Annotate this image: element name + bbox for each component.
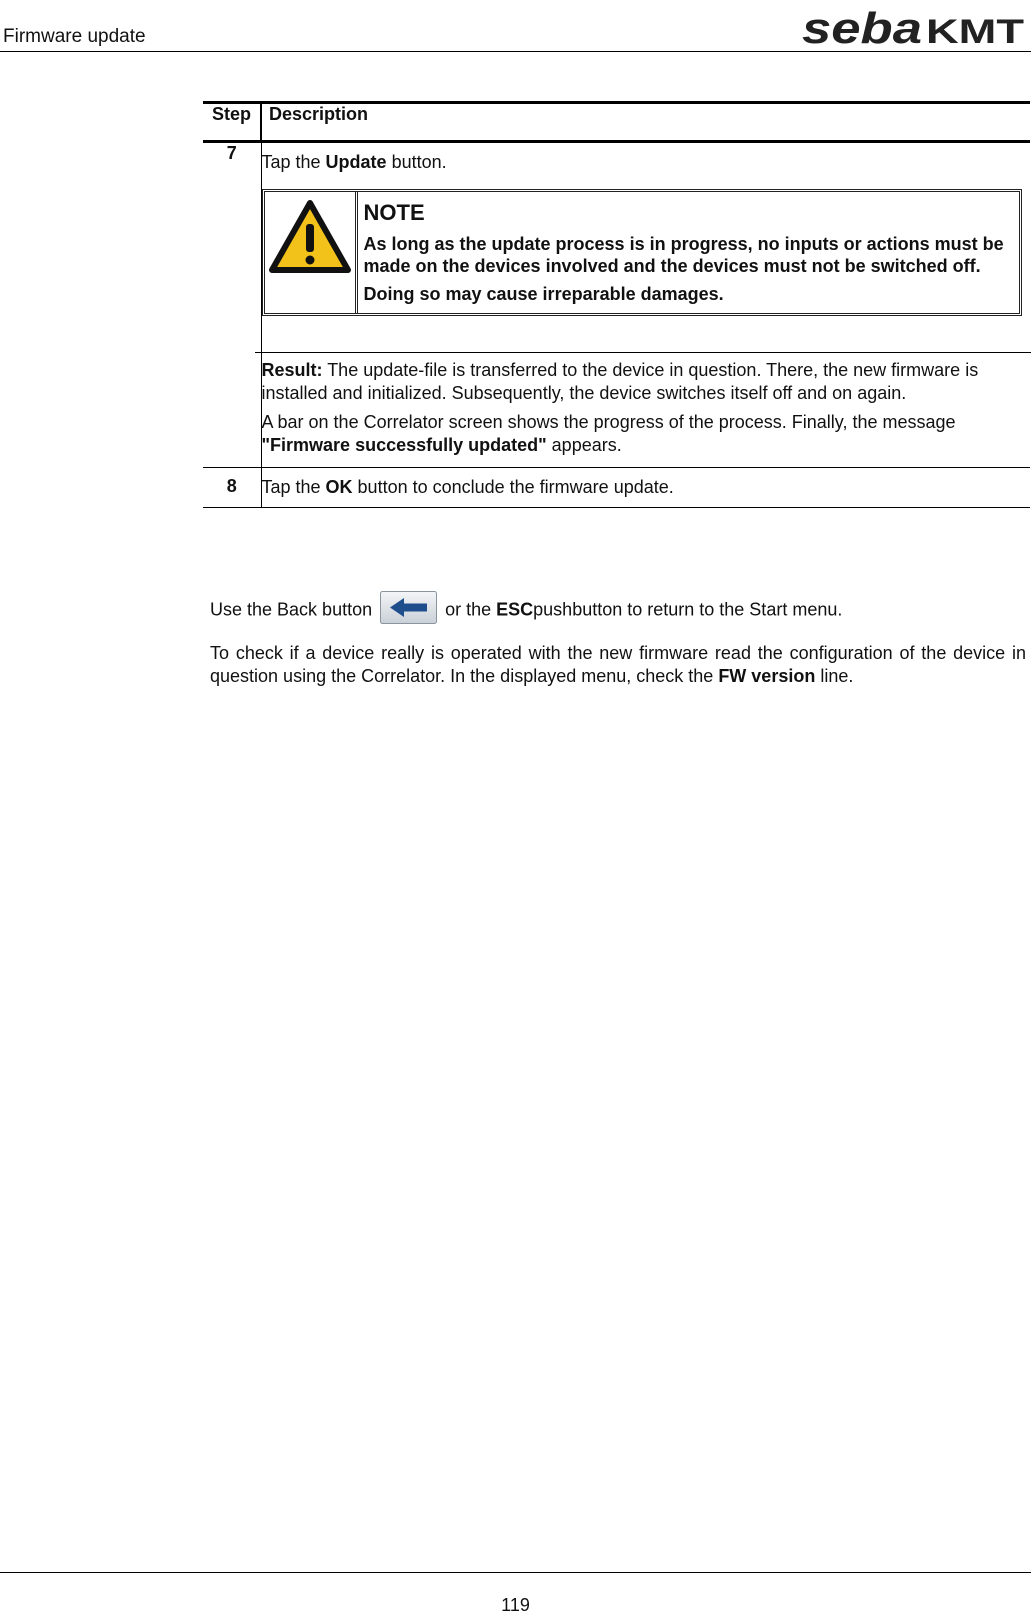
ok-button-label: OK — [325, 477, 353, 497]
back-button-paragraph: Use the Back button or the ESCpushbutton to return to the Start menu. — [210, 597, 1026, 624]
result-block — [255, 352, 1031, 457]
esc-label: ESC — [496, 599, 534, 620]
result-text: Result: The update-file is transferred to the device in question. There, the new firmware is installed and initialized. Subsequently, the device switches itself off and on again. — [261, 360, 979, 403]
success-message: "Firmware successfully updated" — [261, 435, 547, 455]
fw-version-label: FW version — [718, 666, 816, 686]
sebakmt-logo — [802, 10, 1026, 50]
step-instruction: Tap the Update button. — [261, 152, 447, 172]
svg-text:KMT: KMT — [926, 13, 1025, 50]
steps-table — [203, 101, 1030, 508]
note-title: NOTE — [363, 200, 425, 225]
warning-triangle-icon — [269, 200, 351, 274]
page-number: 119 — [501, 1595, 530, 1615]
spacer — [262, 316, 1031, 352]
header-rule — [0, 51, 1031, 52]
header-title: Firmware update — [3, 26, 146, 47]
check-paragraph: To check if a device really is operated with the new firmware read the configuration of the device in question using the Correlator. In the displayed menu, check the FW version line. — [210, 643, 1026, 686]
step-number: 7 — [203, 142, 261, 468]
update-button-label: Update — [325, 152, 387, 172]
column-header-step: Step — [203, 103, 261, 142]
note-warning-text: As long as the update process is in progress, no inputs or actions must be made on the devices involved and the devices must not be switched off. — [363, 234, 1004, 276]
note-body — [358, 192, 1020, 313]
note-box — [262, 189, 1023, 316]
table-row-step-7 — [203, 142, 1030, 468]
note-icon-cell — [265, 192, 358, 313]
footer-rule — [0, 1572, 1031, 1573]
back-arrow-icon — [380, 591, 437, 624]
step-description — [261, 142, 1030, 468]
column-header-description: Description — [261, 103, 1030, 142]
step-number: 8 — [203, 468, 261, 508]
progress-text: A bar on the Correlator screen shows the progress of the process. Finally, the message "Firmware successfully updated" appears. — [261, 412, 956, 455]
step-description: Tap the OK button to conclude the firmware update. — [261, 468, 1030, 508]
table-header-row — [203, 103, 1030, 142]
table-row-step-8 — [203, 468, 1030, 508]
note-consequence-text: Doing so may cause irreparable damages. — [363, 284, 724, 304]
svg-text:seba: seba — [802, 10, 922, 50]
